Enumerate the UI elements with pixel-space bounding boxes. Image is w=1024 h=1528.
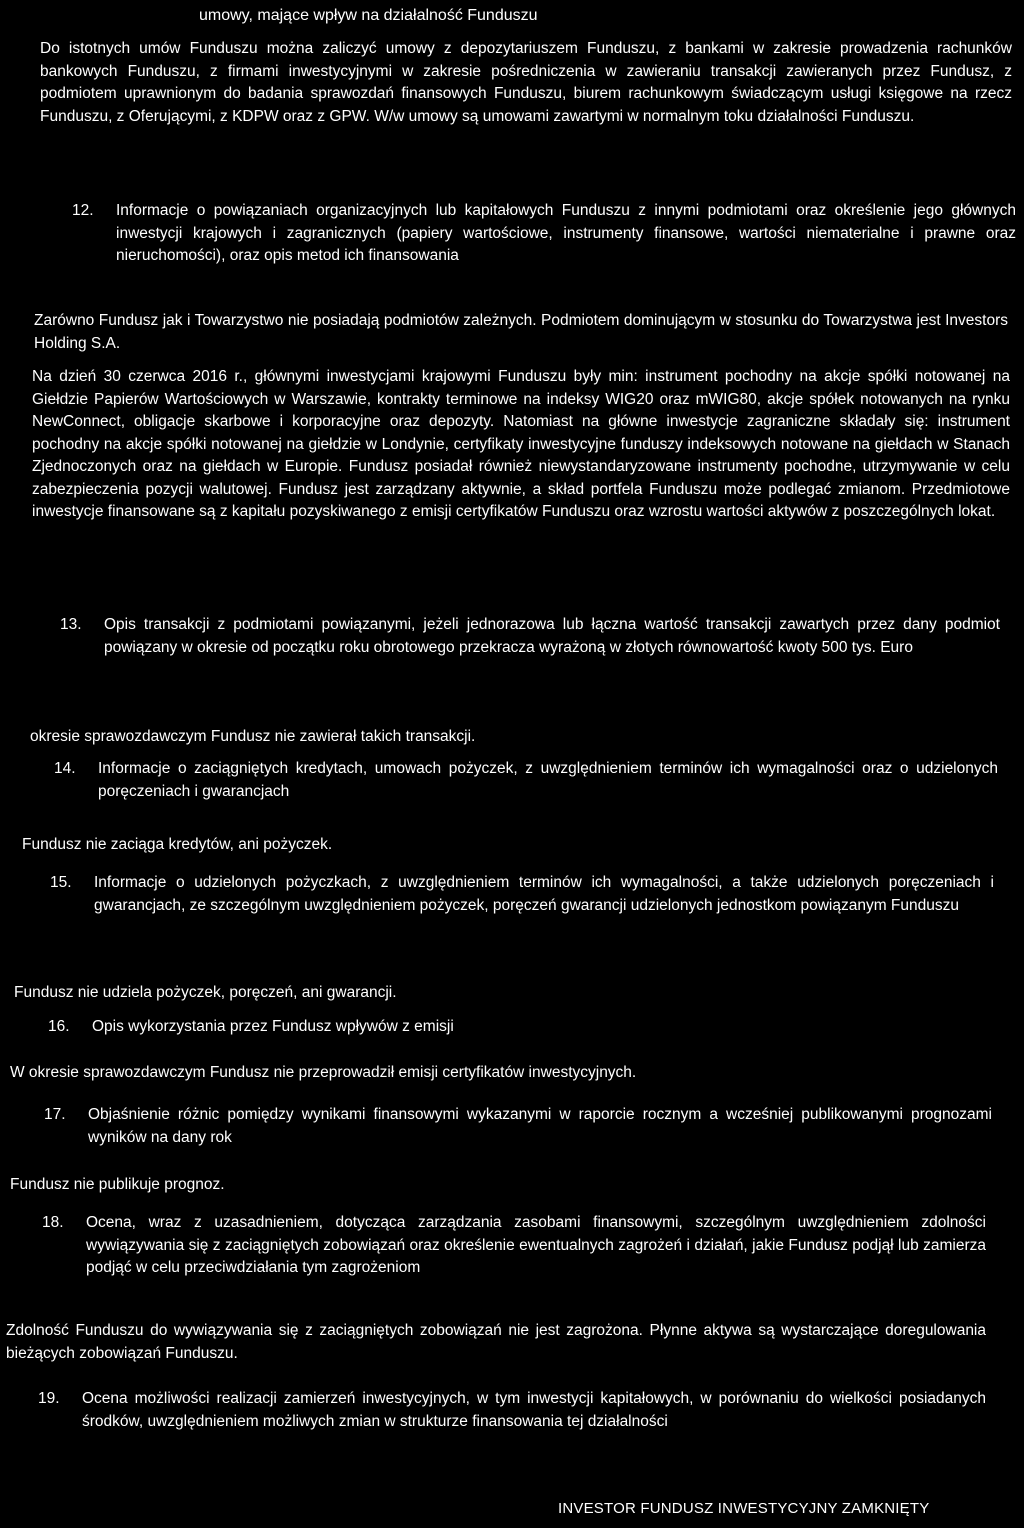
paragraph-contracts: Do istotnych umów Funduszu można zaliczyć umowy z depozytariuszem Funduszu, z bankami w zakresie prowadzenia rachunków bankowych Funduszu, z firmami inwestycyjnymi w zakresie pośredniczenia w zawieraniu transakcji zawieranych przez Fundusz, z podmiotem uprawnionym do badania sprawozdań finansowych Funduszu, biurem rachunkowym świadczącym usługi księgowe na rzecz Funduszu, z Oferującymi, z KDPW oraz z GPW. W/w umowy są umowami zawartymi w normalnym toku działalności Funduszu. <box>40 40 1012 125</box>
item-number: 13. <box>60 616 82 633</box>
item-heading: Ocena możliwości realizacji zamierzeń inwestycyjnych, w tym inwestycji kapitałowych, w porównaniu do wielkości posiadanych środków, uwzględnieniem możliwych zmian w strukturze finansowania tej działalności <box>82 1390 986 1430</box>
item-number: 16. <box>48 1018 70 1035</box>
item-heading: Informacje o zaciągniętych kredytach, umowach pożyczek, z uwzględnieniem terminów ich wymagalności oraz o udzielonych poręczeniach i gwarancjach <box>98 760 998 800</box>
item-17 <box>44 1104 994 1154</box>
item-number: 18. <box>42 1214 64 1231</box>
item-number: 15. <box>50 874 72 891</box>
paragraph-capacity: Zdolność Funduszu do wywiązywania się z zaciągniętych zobowiązań nie jest zagrożona. Płynne aktywa są wystarczające doregulowania bieżących zobowiązań Funduszu. <box>6 1322 986 1362</box>
paragraph-forecast: Fundusz nie publikuje prognoz. <box>10 1176 225 1193</box>
item-13 <box>60 614 1004 684</box>
paragraph-investments: Na dzień 30 czerwca 2016 r., głównymi inwestycjami krajowymi Funduszu były min: instrument pochodny na akcje spółki notowanej na Giełdzie Papierów Wartościowych w Warszawie, kontrakty terminowe na indeksy WIG20 oraz mWIG80, akcje spółek notowanych na rynku NewConnect, obligacje skarbowe i korporacyjne oraz depozyty. Natomiast na główne inwestycje zagraniczne składały się: instrument pochodny na akcje spółki notowanej na giełdzie w Londynie, certyfikaty inwestycyjne funduszy indeksowych notowane na giełdach w Stanach Zjednoczonych oraz na giełdach w Europie. Fundusz posiadał również niewystandaryzowane instrumenty pochodne, utrzymywanie w celu zabezpieczenia pozycji walutowej. Fundusz jest zarządzany aktywnie, a skład portfela Funduszu może podlegać zmianom. Przedmiotowe inwestycje finansowane są z kapitału pozyskiwanego z emisji certyfikatów Funduszu oraz wzrostu wartości aktywów z poszczególnych lokat. <box>32 368 1010 520</box>
item-18 <box>42 1212 988 1284</box>
paragraph-credits: Fundusz nie zaciąga kredytów, ani pożyczek. <box>22 836 333 853</box>
item-heading: Ocena, wraz z uzasadnieniem, dotycząca zarządzania zasobami finansowymi, szczególnym uwzględnieniem zdolności wywiązywania się z zaciągniętych zobowiązań oraz określenie ewentualnych zagrożeń i działań, jakie Fundusz podjął lub zamierza podjąć w celu przeciwdziałania tym zagrożeniom <box>86 1214 986 1276</box>
item-16 <box>48 1016 948 1042</box>
header-line: umowy, mające wpływ na działalność Funduszu <box>199 7 538 24</box>
paragraph-loans: Fundusz nie udziela pożyczek, poręczeń, ani gwarancji. <box>14 984 397 1001</box>
paragraph-issue: W okresie sprawozdawczym Fundusz nie przeprowadził emisji certyfikatów inwestycyjnych. <box>10 1064 637 1081</box>
item-heading: Opis wykorzystania przez Fundusz wpływów z emisji <box>92 1018 454 1035</box>
item-19 <box>38 1388 988 1438</box>
item-heading: Objaśnienie różnic pomiędzy wynikami finansowymi wykazanymi w raporcie rocznym a wcześniej publikowanymi prognozami wyników na dany rok <box>88 1106 992 1146</box>
item-number: 17. <box>44 1106 66 1123</box>
paragraph-related-transactions: okresie sprawozdawczym Fundusz nie zawierał takich transakcji. <box>30 728 476 745</box>
item-15 <box>50 872 998 942</box>
item-number: 19. <box>38 1390 60 1407</box>
paragraph-subsidiaries: Zarówno Fundusz jak i Towarzystwo nie posiadają podmiotów zależnych. Podmiotem dominującym w stosunku do Towarzystwa jest Investors Holding S.A. <box>34 312 1008 352</box>
item-heading: Informacje o udzielonych pożyczkach, z uwzględnieniem terminów ich wymagalności, a także udzielonych poręczeniach i gwarancjach, ze szczególnym uwzględnieniem pożyczek, poręczeń gwarancji udzielonych jednostkom powiązanym Funduszu <box>94 874 994 914</box>
item-number: 12. <box>72 202 94 219</box>
item-heading: Informacje o powiązaniach organizacyjnych lub kapitałowych Funduszu z innymi podmiotami oraz określenie jego głównych inwestycji krajowych i zagranicznych (papiery wartościowe, instrumenty finansowe, wartości niematerialne i prawne oraz nieruchomości), oraz opis metod ich finansowania <box>116 202 1016 264</box>
item-heading: Opis transakcji z podmiotami powiązanymi, jeżeli jednorazowa lub łączna wartość transakcji zawartych przez dany podmiot powiązany w okresie od początku roku obrotowego przekracza wyrażoną w złotych równowartość kwoty 500 tys. Euro <box>104 616 1000 656</box>
footer-fund-name: INVESTOR FUNDUSZ INWESTYCYJNY ZAMKNIĘTY <box>558 1500 930 1517</box>
item-12 <box>72 200 1018 290</box>
item-14 <box>54 758 1002 808</box>
item-number: 14. <box>54 760 76 777</box>
